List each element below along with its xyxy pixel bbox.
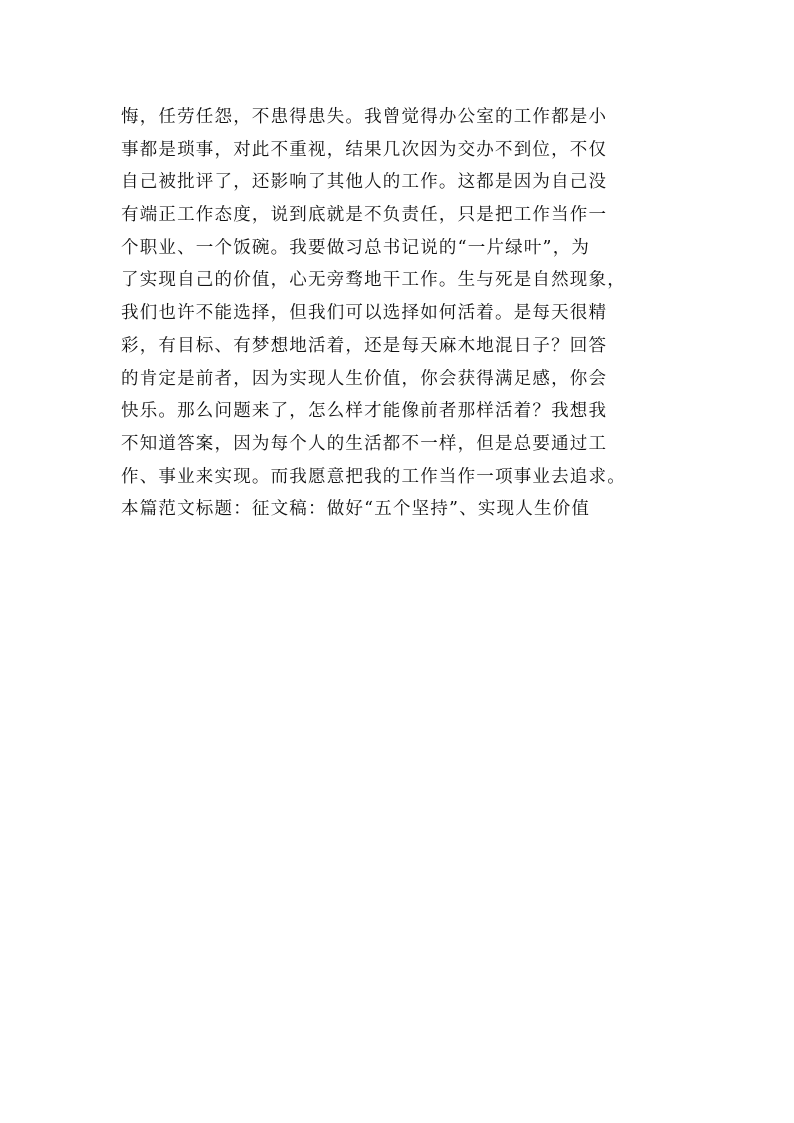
- text-line: 彩，有目标、有梦想地活着，还是每天麻木地混日子？回答: [121, 335, 608, 356]
- text-line: 个职业、一个饭碗。我要做习总书记说的“一片绿叶”，为: [121, 237, 591, 258]
- text-line: 的肯定是前者，因为实现人生价值，你会获得满足感，你会: [121, 368, 608, 389]
- document-title-line: 本篇范文标题：征文稿：做好“五个坚持”、实现人生价值: [121, 499, 591, 520]
- text-line: 作、事业来实现。而我愿意把我的工作当作一项事业去追求。: [121, 466, 626, 487]
- text-line: 了实现自己的价值，心无旁骛地干工作。生与死是自然现象，: [121, 270, 626, 291]
- text-line: 我们也许不能选择，但我们可以选择如何活着。是每天很精: [121, 303, 608, 324]
- text-line: 悔，任劳任怨，不患得患失。我曾觉得办公室的工作都是小: [121, 107, 608, 127]
- body-text: [121, 101, 681, 526]
- text-line: 有端正工作态度，说到底就是不负责任，只是把工作当作一: [121, 205, 608, 226]
- text-line: 不知道答案，因为每个人的生活都不一样，但是总要通过工: [121, 433, 608, 454]
- text-line: 自己被批评了，还影响了其他人的工作。这都是因为自己没: [121, 172, 608, 193]
- text-line: 快乐。那么问题来了，怎么样才能像前者那样活着？我想我: [121, 401, 608, 422]
- text-line: 事都是琐事，对此不重视，结果几次因为交办不到位，不仅: [121, 139, 608, 160]
